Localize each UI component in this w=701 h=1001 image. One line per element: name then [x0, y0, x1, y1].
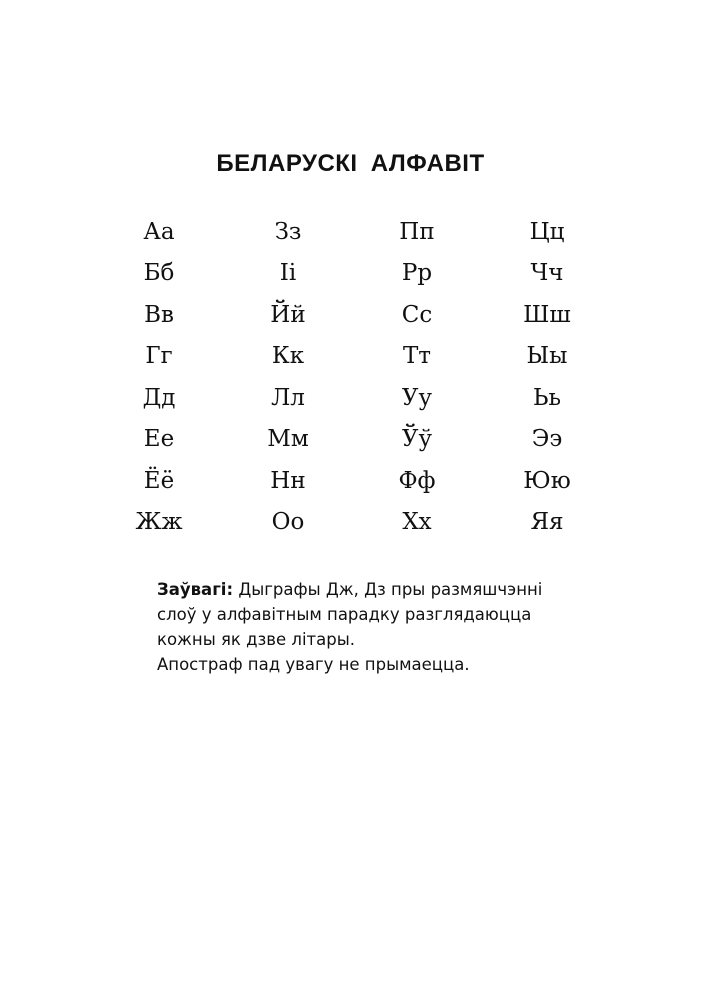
note-line: слоў у алфавітным парадку разглядаюцца [157, 605, 532, 624]
alphabet-letter: Уу [401, 385, 433, 411]
alphabet-letter: Оо [271, 509, 305, 535]
note-line: кожны як дзве літары. [157, 630, 356, 649]
note-line: Апостраф пад увагу не прымаецца. [157, 655, 470, 674]
alphabet-letter: Зз [274, 219, 302, 245]
alphabet-letter: Шш [523, 302, 571, 328]
alphabet-letter: Мм [267, 426, 309, 452]
alphabet-letter: Ўў [401, 426, 433, 452]
alphabet-letter: Ээ [531, 426, 563, 452]
alphabet-letter: Ёё [143, 468, 175, 494]
note-label: Заўвагі: [157, 580, 234, 599]
alphabet-letter: Хх [402, 509, 432, 535]
alphabet-letter: Лл [271, 385, 305, 411]
page-title: БЕЛАРУСКІ АЛФАВІТ [216, 150, 485, 177]
alphabet-letter: Жж [135, 509, 183, 535]
alphabet-letter: Сс [401, 302, 433, 328]
alphabet-letter: Пп [399, 219, 435, 245]
alphabet-letter: Цц [529, 219, 565, 245]
alphabet-letter: Яя [530, 509, 564, 535]
alphabet-letter: Рр [401, 260, 433, 286]
alphabet-letter: Нн [270, 468, 306, 494]
alphabet-letter: Йй [270, 302, 306, 328]
note-line [157, 577, 597, 602]
alphabet-letter: Ьь [532, 385, 562, 411]
alphabet-letter: Вв [144, 302, 174, 328]
alphabet-letter: Аа [143, 219, 175, 245]
alphabet-table [0, 214, 701, 554]
alphabet-letter: Кк [271, 343, 305, 369]
note-paragraph [157, 577, 597, 677]
note-text: Дыграфы Дж, Дз пры размяшчэнні [233, 580, 543, 599]
alphabet-letter: Іі [279, 260, 297, 286]
alphabet-letter: Ыы [526, 343, 568, 369]
alphabet-letter: Бб [143, 260, 175, 286]
alphabet-letter: Юю [523, 468, 571, 494]
alphabet-letter: Ее [143, 426, 175, 452]
alphabet-letter: Фф [398, 468, 436, 494]
alphabet-letter: Дд [142, 385, 176, 411]
alphabet-letter: Гг [145, 343, 173, 369]
alphabet-letter: Тт [402, 343, 432, 369]
alphabet-letter: Чч [530, 260, 564, 286]
